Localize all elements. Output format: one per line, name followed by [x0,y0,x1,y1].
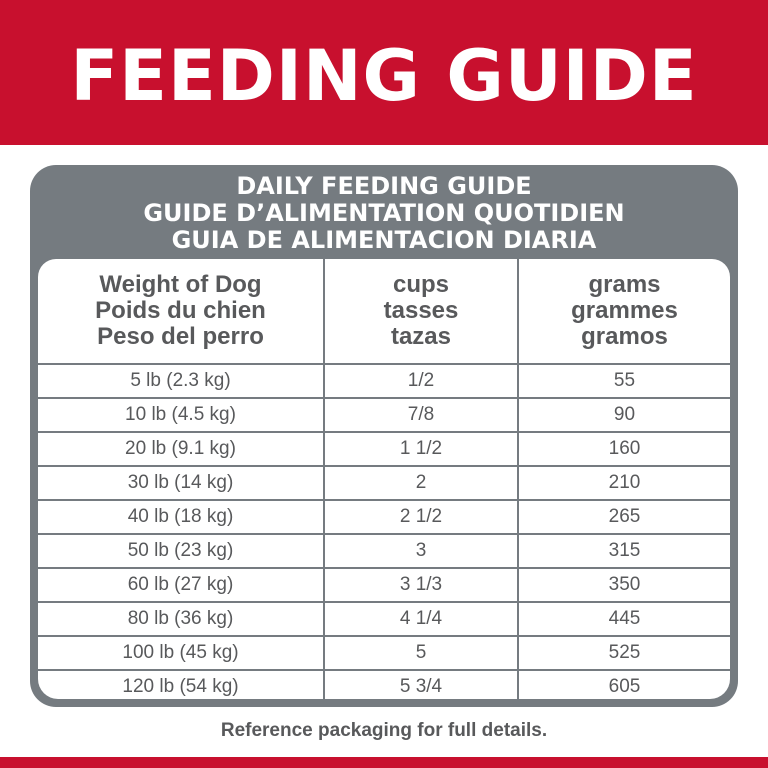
column-header-line: Peso del perro [97,323,264,350]
cups-cell: 3 1/3 [324,568,518,602]
weight-cell: 40 lb (18 kg) [38,500,324,534]
table-row [38,534,730,568]
table-row [38,364,730,398]
cups-cell: 2 1/2 [324,500,518,534]
card-header-line-es: GUIA DE ALIMENTACION DIARIA [171,226,597,254]
weight-cell: 50 lb (23 kg) [38,534,324,568]
table-row [38,602,730,636]
cups-cell: 1/2 [324,364,518,398]
table-row [38,398,730,432]
cups-cell: 2 [324,466,518,500]
column-header-line: Weight of Dog [99,271,262,298]
table-row [38,466,730,500]
column-header-line: grams [588,271,661,298]
weight-cell: 5 lb (2.3 kg) [130,370,231,391]
feeding-table [38,259,730,699]
cups-cell: 3 [324,534,518,568]
column-header-cups [324,259,518,364]
grams-cell: 315 [518,534,730,568]
grams-cell: 210 [518,466,730,500]
cups-cell: 7/8 [324,398,518,432]
grams-cell: 90 [518,398,730,432]
card-header [30,173,738,254]
feeding-guide-banner [0,0,768,145]
column-header-line: tasses [383,297,459,324]
weight-cell: 60 lb (27 kg) [38,568,324,602]
column-header-weight [38,259,324,364]
column-header-line: cups [392,271,449,298]
weight-cell: 80 lb (36 kg) [38,602,324,636]
cups-cell: 4 1/4 [324,602,518,636]
table-row [38,432,730,466]
table-row [38,636,730,670]
weight-cell: 30 lb (14 kg) [38,466,324,500]
column-header-line: grammes [571,297,678,324]
cups-cell: 5 [324,636,518,670]
weight-cell: 20 lb (9.1 kg) [38,432,324,466]
reference-note: Reference packaging for full details. [220,720,548,741]
table-row [38,500,730,534]
table-row [38,568,730,602]
weight-cell: 100 lb (45 kg) [38,636,324,670]
table-row [38,670,730,699]
column-header-grams [518,259,730,364]
grams-cell: 55 [518,364,730,398]
feeding-table-container [38,259,730,699]
feeding-guide-card [30,165,738,707]
column-header-line: tazas [390,323,452,350]
card-header-line-en: DAILY FEEDING GUIDE [236,172,532,200]
grams-cell: 605 [518,670,730,699]
page-title: FEEDING GUIDE [70,34,698,117]
grams-cell: 445 [518,602,730,636]
grams-cell: 265 [518,500,730,534]
weight-cell: 120 lb (54 kg) [38,670,324,699]
grams-cell: 350 [518,568,730,602]
card-header-line-fr: GUIDE D’ALIMENTATION QUOTIDIEN [143,199,625,227]
cups-cell: 5 3/4 [324,670,518,699]
grams-cell: 160 [518,432,730,466]
cups-cell: 1 1/2 [324,432,518,466]
grams-cell: 525 [518,636,730,670]
column-header-line: gramos [581,323,668,350]
weight-cell: 10 lb (4.5 kg) [38,398,324,432]
bottom-accent-bar [0,757,768,768]
table-header-row [38,259,730,364]
column-header-line: Poids du chien [95,297,266,324]
